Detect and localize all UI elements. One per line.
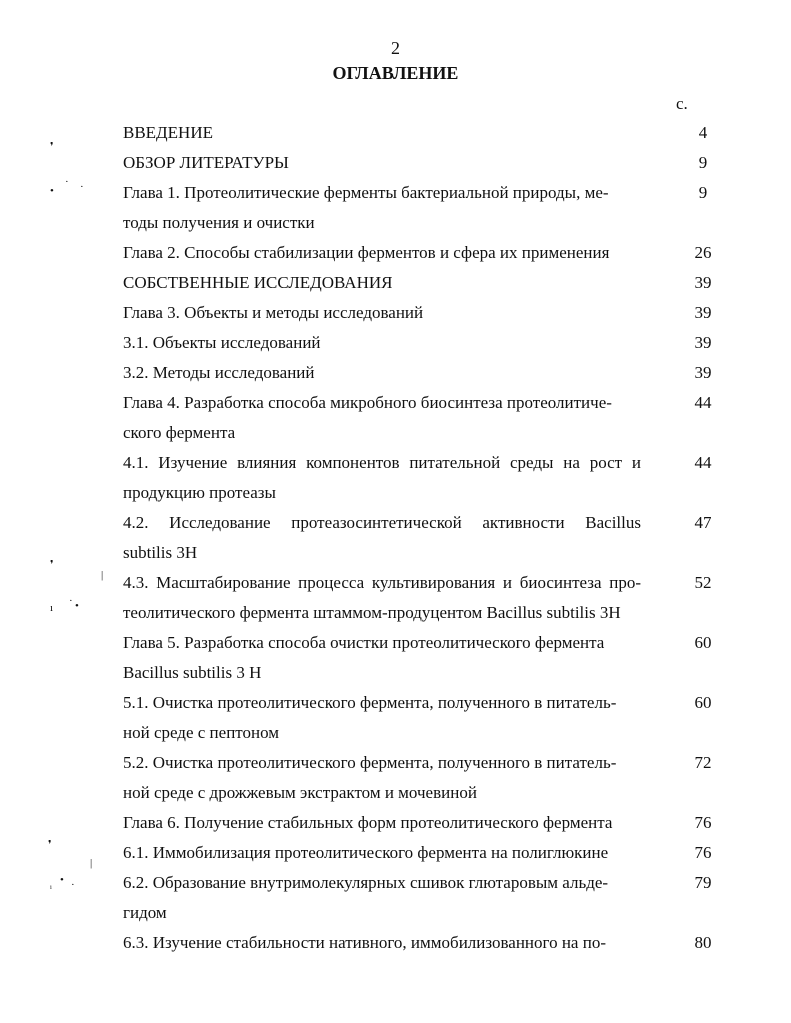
toc-line: гидом xyxy=(123,903,167,922)
toc-entry xyxy=(123,748,723,808)
toc-line: Глава 1. Протеолитические ферменты бактериальной природы, ме- xyxy=(123,183,609,202)
toc-entry-text xyxy=(123,388,641,448)
toc-entry-text xyxy=(123,118,641,148)
page-column-label: с. xyxy=(676,94,688,113)
toc-page-number: 39 xyxy=(694,303,712,322)
scan-speck: ᵢ xyxy=(50,879,52,891)
toc-page-number: 39 xyxy=(694,333,712,352)
scan-speck: · xyxy=(65,176,69,188)
toc-entry xyxy=(123,148,723,178)
toc-line: тоды получения и очистки xyxy=(123,213,315,232)
toc-page-number: 76 xyxy=(694,843,712,862)
toc-entry-text xyxy=(123,928,641,958)
toc-entry xyxy=(123,268,723,298)
toc-line: СОБСТВЕННЫЕ ИССЛЕДОВАНИЯ xyxy=(123,273,393,292)
toc-line: Глава 5. Разработка способа очистки протеолитического фермента xyxy=(123,633,605,652)
toc-line: Глава 2. Способы стабилизации ферментов и сфера их применения xyxy=(123,243,610,262)
toc-line: 3.1. Объекты исследований xyxy=(123,333,321,352)
scan-speck: ı xyxy=(50,602,54,614)
toc-entry xyxy=(123,628,723,688)
toc-entry-text xyxy=(123,448,641,508)
toc-line: ОБЗОР ЛИТЕРАТУРЫ xyxy=(123,153,289,172)
toc-entry xyxy=(123,448,723,508)
toc-entry xyxy=(123,868,723,928)
toc-line: теолитического фермента штаммом-продуцентом Bacillus subtilis 3H xyxy=(123,603,621,622)
scan-speck: · xyxy=(71,879,75,891)
toc-line: 5.1. Очистка протеолитического фермента, полученного в питатель- xyxy=(123,693,617,712)
toc-entry xyxy=(123,388,723,448)
scan-speck: | xyxy=(90,857,93,869)
scan-speck: • xyxy=(75,600,79,612)
toc-entry xyxy=(123,838,723,868)
toc-entry xyxy=(123,808,723,838)
scan-speck: · xyxy=(69,595,73,607)
toc-line: 6.2. Образование внутримолекулярных сшивок глютаровым альде- xyxy=(123,873,609,892)
toc-line: продукцию протеазы xyxy=(123,483,276,502)
toc-entry-text xyxy=(123,358,641,388)
toc-page-number: 39 xyxy=(694,273,712,292)
toc-entry-text xyxy=(123,178,641,238)
toc-line: subtilis 3H xyxy=(123,543,198,562)
toc-entry-text xyxy=(123,298,641,328)
toc-entry-text xyxy=(123,238,641,268)
toc-entry xyxy=(123,508,723,568)
toc-line: 5.2. Очистка протеолитического фермента, полученного в питатель- xyxy=(123,753,617,772)
toc-entry-text xyxy=(123,688,641,748)
toc-line: 4.3. Масштабирование процесса культивирования и биосинтеза про- xyxy=(123,573,641,592)
toc-line: ной среде с пептоном xyxy=(123,723,280,742)
toc-entry xyxy=(123,238,723,268)
toc-entry xyxy=(123,358,723,388)
toc-entry-text xyxy=(123,268,641,298)
toc-entry-text xyxy=(123,808,641,838)
scan-speck: ❜ xyxy=(50,559,54,571)
toc-line: 3.2. Методы исследований xyxy=(123,363,315,382)
toc-page-number: 79 xyxy=(694,873,712,892)
toc-line: Bacillus subtilis 3 H xyxy=(123,663,262,682)
toc-page-number: 44 xyxy=(694,393,712,412)
toc-page-number: 9 xyxy=(698,153,708,172)
toc-page-number: 44 xyxy=(694,453,712,472)
toc-page-number: 72 xyxy=(694,753,712,772)
toc-entry xyxy=(123,298,723,328)
toc-page-number: 52 xyxy=(694,573,712,592)
toc-line: ной среде с дрожжевым экстрактом и мочевиной xyxy=(123,783,477,802)
toc-line: 6.1. Иммобилизация протеолитического фермента на полиглюкине xyxy=(123,843,609,862)
toc-line: 4.1. Изучение влияния компонентов питательной среды на рост и xyxy=(123,453,641,472)
toc-line: Глава 3. Объекты и методы исследований xyxy=(123,303,424,322)
toc-page-number: 60 xyxy=(694,633,712,652)
scan-speck: · xyxy=(80,181,84,193)
toc-line: Глава 6. Получение стабильных форм протеолитического фермента xyxy=(123,813,613,832)
table-of-contents xyxy=(123,118,723,958)
toc-entry-text xyxy=(123,568,641,628)
toc-page-number: 26 xyxy=(694,243,712,262)
toc-entry xyxy=(123,568,723,628)
toc-entry xyxy=(123,118,723,148)
toc-entry-text xyxy=(123,328,641,358)
toc-page-number: 4 xyxy=(698,123,708,142)
toc-page-number: 9 xyxy=(698,183,708,202)
scan-speck: ❜ xyxy=(48,839,52,851)
toc-entry-text xyxy=(123,748,641,808)
toc-entry xyxy=(123,928,723,958)
page-title: ОГЛАВЛЕНИЕ xyxy=(332,63,459,83)
scan-speck: ❜ xyxy=(50,141,54,153)
toc-entry xyxy=(123,688,723,748)
toc-entry-text xyxy=(123,628,641,688)
toc-line: 4.2. Исследование протеазосинтетической активности Bacillus xyxy=(123,513,641,532)
scan-speck: | xyxy=(101,569,104,581)
toc-page-number: 76 xyxy=(694,813,712,832)
toc-page-number: 60 xyxy=(694,693,712,712)
toc-page-number: 80 xyxy=(694,933,712,952)
toc-entry xyxy=(123,328,723,358)
toc-entry-text xyxy=(123,148,641,178)
toc-page-number: 39 xyxy=(694,363,712,382)
toc-entry-text xyxy=(123,838,641,868)
toc-line: ВВЕДЕНИЕ xyxy=(123,123,213,142)
page-number: 2 xyxy=(391,38,400,58)
toc-page-number: 47 xyxy=(694,513,712,532)
toc-entry xyxy=(123,178,723,238)
scan-speck: • xyxy=(60,874,64,886)
toc-entry-text xyxy=(123,508,641,568)
toc-line: Глава 4. Разработка способа микробного биосинтеза протеолитиче- xyxy=(123,393,612,412)
toc-line: 6.3. Изучение стабильности нативного, иммобилизованного на по- xyxy=(123,933,606,952)
scan-speck: • xyxy=(50,185,54,197)
toc-entry-text xyxy=(123,868,641,928)
toc-line: ского фермента xyxy=(123,423,236,442)
